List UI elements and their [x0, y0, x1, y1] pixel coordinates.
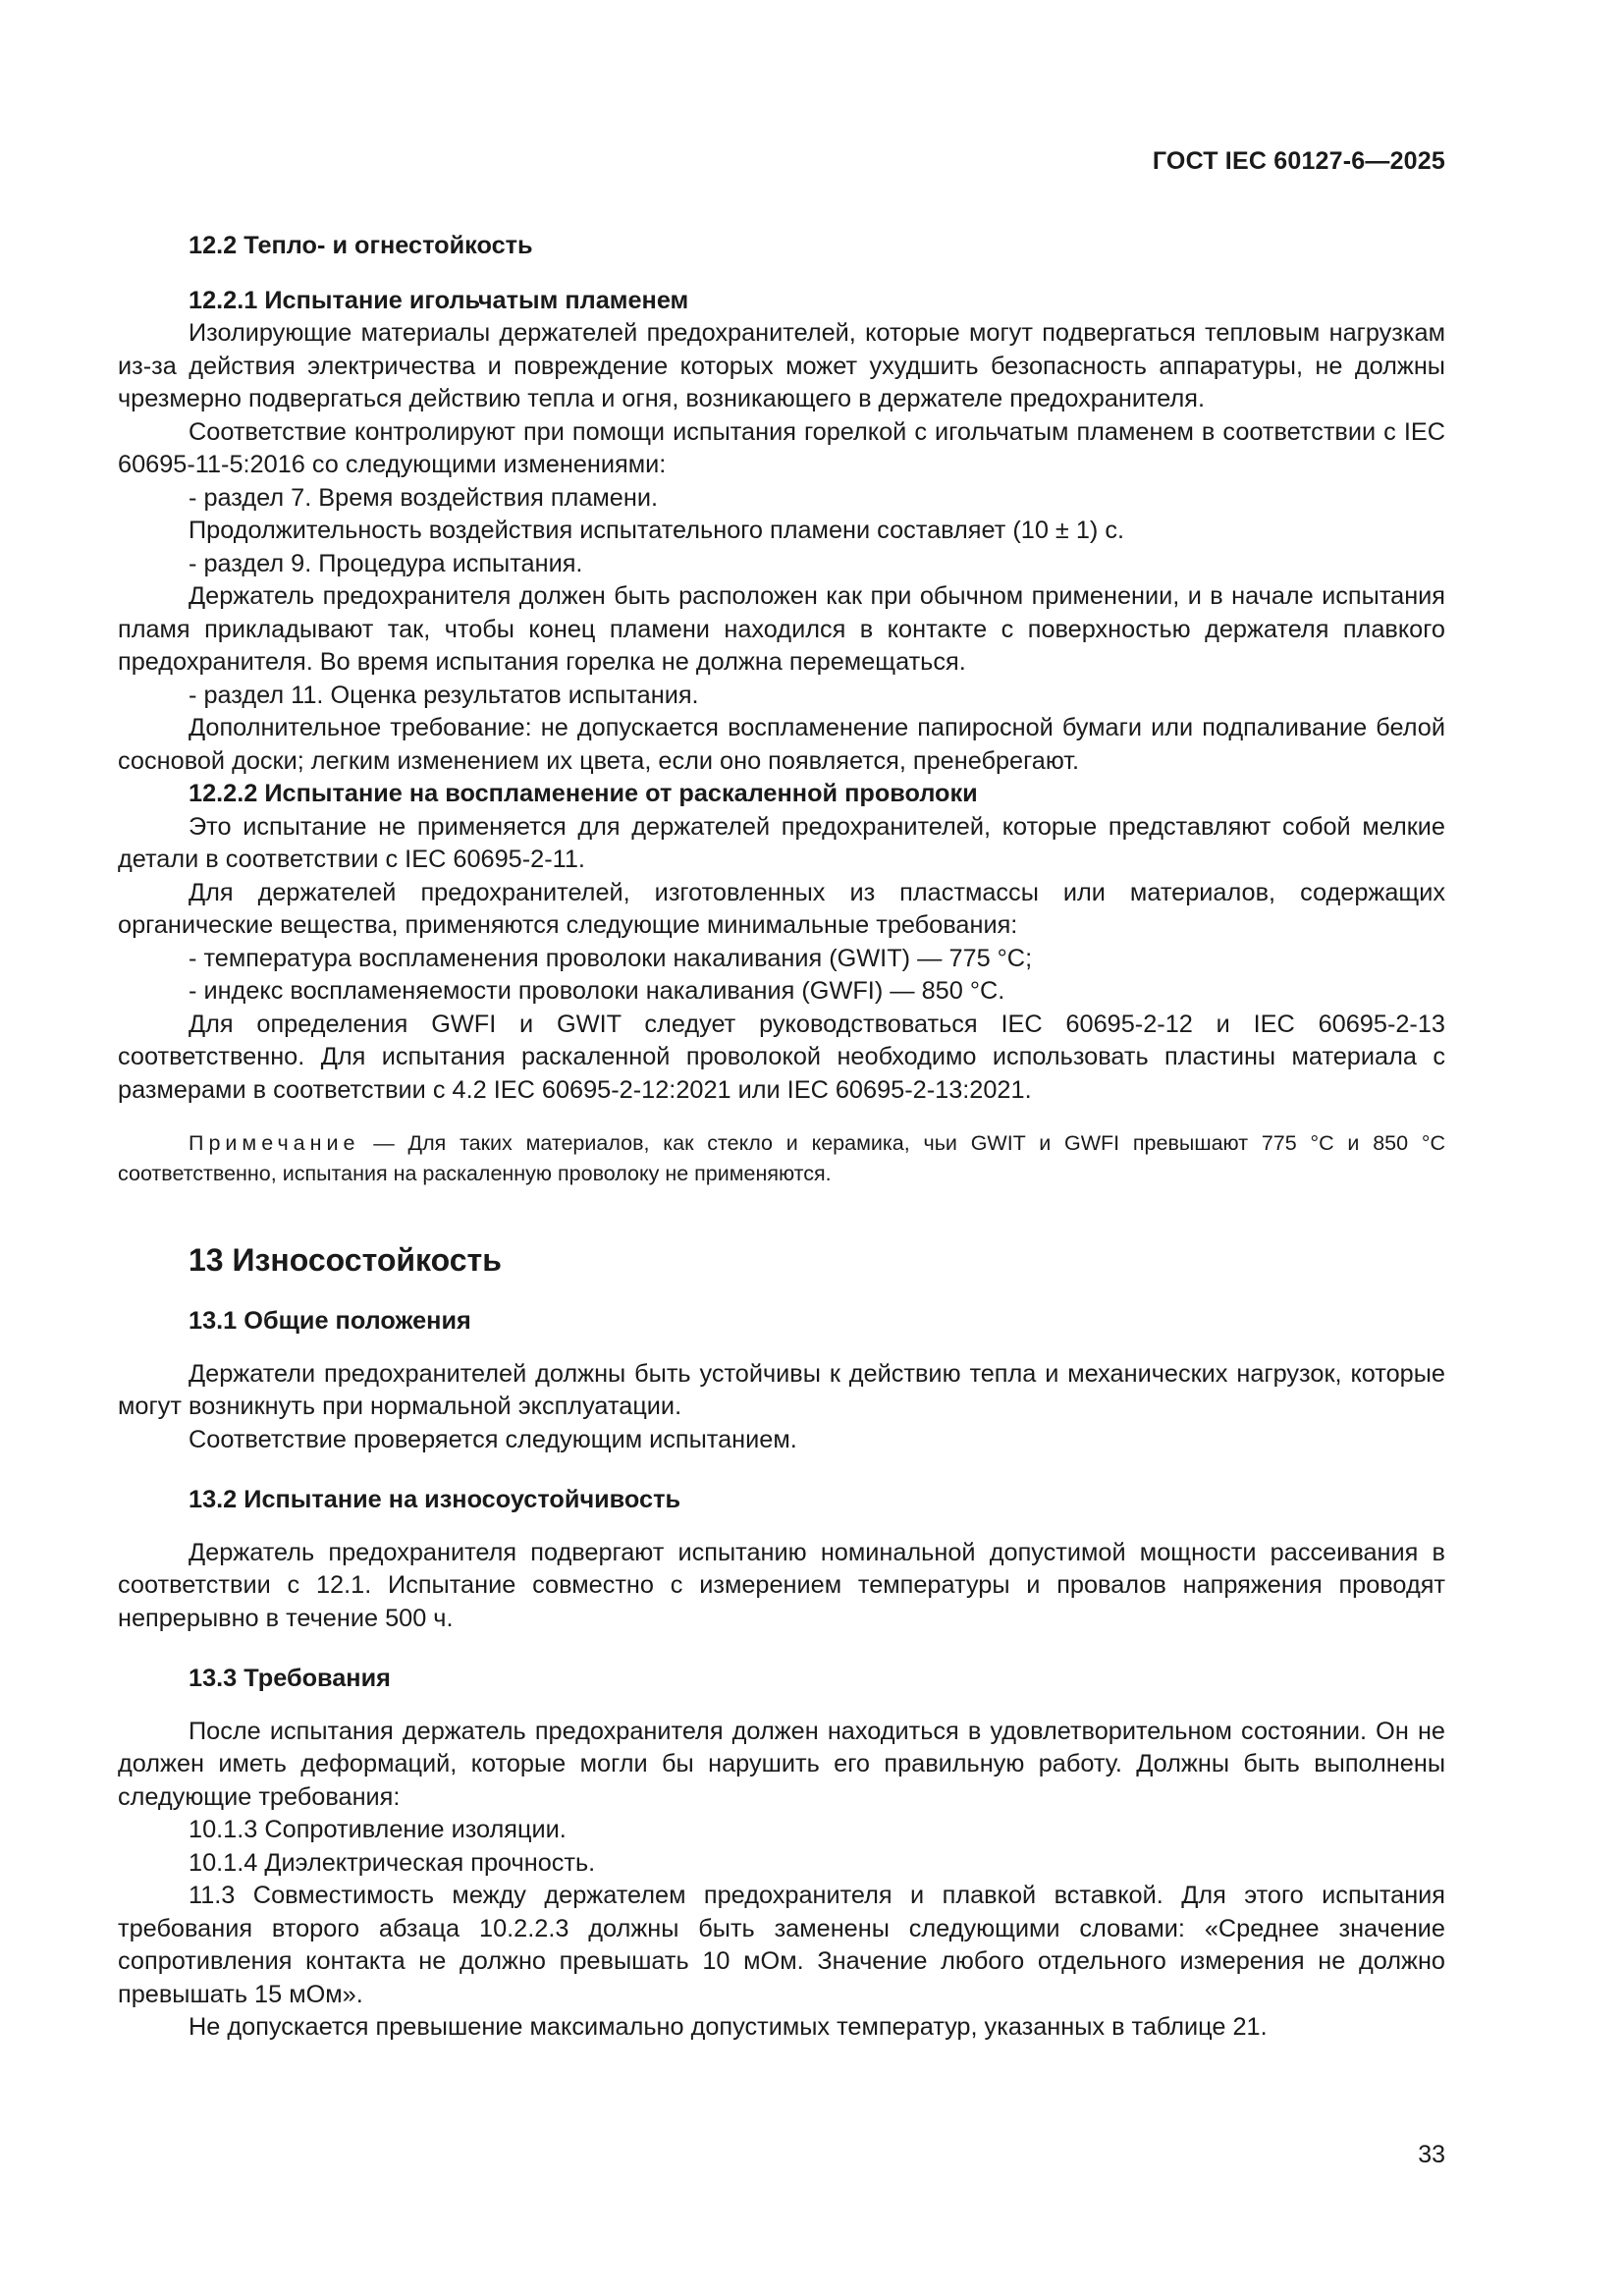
- list-item: 10.1.4 Диэлектрическая прочность.: [189, 1848, 596, 1877]
- section-13-1-heading: 13.1 Общие положения: [189, 1307, 471, 1335]
- paragraph: Дополнительное требование: не допускается воспламенение папиросной бумаги или подпаливание белой сосновой доски; легким изменением их цвета, если оно появляется, пренебрегают.: [118, 714, 1445, 775]
- list-item: - раздел 9. Процедура испытания.: [189, 549, 583, 577]
- section-13-3-heading: 13.3 Требования: [189, 1665, 391, 1692]
- paragraph: Держатель предохранителя должен быть расположен как при обычном применении, и в начале испытания пламя прикладывают так, чтобы конец пламени находился в контакте с поверхностью держателя плавкого предохранителя. Во время испытания горелка не должна перемещаться.: [118, 582, 1445, 676]
- list-item: - раздел 7. Время воздействия пламени.: [189, 483, 658, 512]
- section-13-2-heading: 13.2 Испытание на износоустойчивость: [189, 1486, 681, 1513]
- paragraph: Держатели предохранителей должны быть устойчивы к действию тепла и механических нагрузок, которые могут возникнуть при нормальной эксплуатации.: [118, 1359, 1445, 1420]
- paragraph: Изолирующие материалы держателей предохранителей, которые могут подвергаться тепловым нагрузкам из-за действия электричества и повреждение которых может ухудшить безопасность аппаратуры, не должны чрезмерно подвергаться действию тепла и огня, возникающего в держателе предохранителя.: [118, 319, 1445, 412]
- section-12-2-heading: 12.2 Тепло- и огнестойкость: [189, 232, 533, 259]
- section-13-heading: 13 Износостойкость: [189, 1242, 502, 1278]
- note-label: Примечание: [189, 1131, 360, 1155]
- list-item: - температура воспламенения проволоки накаливания (GWIT) — 775 °C;: [189, 944, 1033, 972]
- section-12-2-2-heading: 12.2.2 Испытание на воспламенение от раскаленной проволоки: [189, 780, 978, 807]
- paragraph: Не допускается превышение максимально допустимых температур, указанных в таблице 21.: [189, 2013, 1268, 2041]
- note-text: — Для таких материалов, как стекло и керамика, чьи GWIT и GWFI превышают 775 °C и 850 °C соответственно, испытания на раскаленную проволоку не применяются.: [118, 1131, 1445, 1185]
- paragraph: 11.3 Совместимость между держателем предохранителя и плавкой вставкой. Для этого испытания требования второго абзаца 10.2.2.3 должны быть заменены следующими словами: «Среднее значение сопротивления контакта не должно превышать 10 мОм. Значение любого отдельного измерения не должно превышать 15 мОм».: [118, 1882, 1445, 2008]
- paragraph: Держатель предохранителя подвергают испытанию номинальной допустимой мощности рассеивания в соответствии с 12.1. Испытание совместно с измерением температуры и провалов напряжения проводят непрерывно в течение 500 ч.: [118, 1538, 1445, 1632]
- section-12-2-1-heading: 12.2.1 Испытание игольчатым пламенем: [189, 286, 689, 314]
- page-number: 33: [1418, 2141, 1445, 2168]
- paragraph: Для держателей предохранителей, изготовленных из пластмассы или материалов, содержащих органические вещества, применяются следующие минимальные требования:: [118, 878, 1445, 939]
- document-header: ГОСТ IEC 60127-6—2025: [1152, 147, 1445, 175]
- paragraph: Для определения GWFI и GWIT следует руководствоваться IEC 60695-2-12 и IEC 60695-2-13 соответственно. Для испытания раскаленной проволокой необходимо использовать пластины материала с размерами в соответствии с 4.2 IEC 60695-2-12:2021 или IEC 60695-2-13:2021.: [118, 1010, 1445, 1104]
- paragraph: Соответствие проверяется следующим испытанием.: [189, 1425, 797, 1453]
- document-body: [118, 226, 1445, 2045]
- list-item: 10.1.3 Сопротивление изоляции.: [189, 1816, 567, 1843]
- paragraph: Соответствие контролируют при помощи испытания горелкой с игольчатым пламенем в соответствии с IEC 60695-11-5:2016 со следующими изменениями:: [118, 417, 1445, 478]
- paragraph: Это испытание не применяется для держателей предохранителей, которые представляют собой мелкие детали в соответствии с IEC 60695-2-11.: [118, 812, 1445, 873]
- note: [118, 1128, 1445, 1189]
- paragraph: Продолжительность воздействия испытательного пламени составляет (10 ± 1) с.: [189, 517, 1125, 544]
- list-item: - раздел 11. Оценка результатов испытания.: [189, 681, 699, 709]
- paragraph: После испытания держатель предохранителя должен находиться в удовлетворительном состоянии. Он не должен иметь деформаций, которые могли бы нарушить его правильную работу. Должны быть выполнены следующие требования:: [118, 1717, 1445, 1811]
- list-item: - индекс воспламеняемости проволоки накаливания (GWFI) — 850 °C.: [189, 977, 1005, 1005]
